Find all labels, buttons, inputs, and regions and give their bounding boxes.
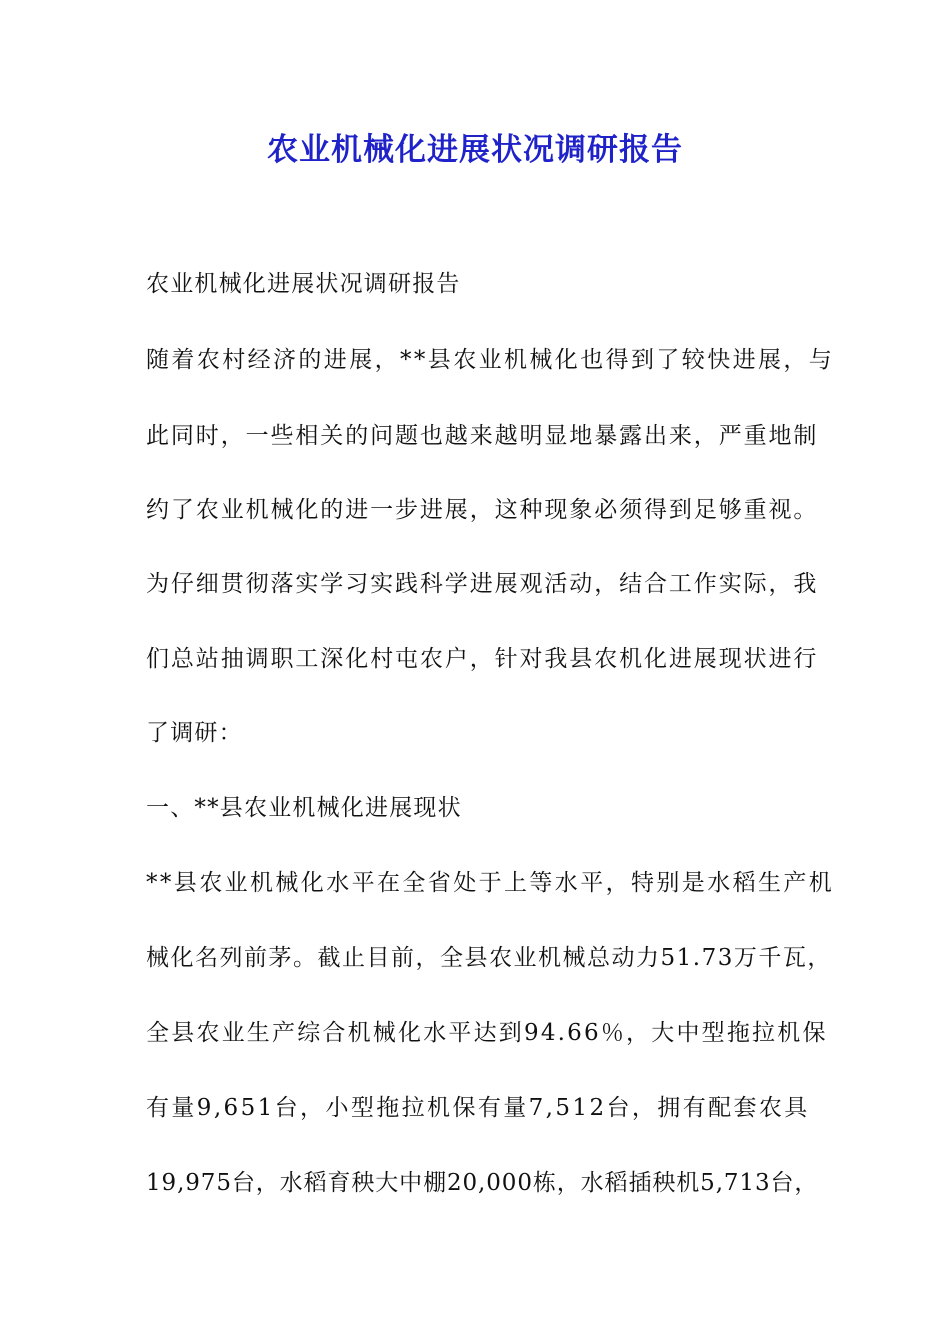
text-line-13: 19,975台，水稻育秧大中棚20,000栋，水稻插秧机5,713台， [146,1170,819,1196]
text-line-5: 为仔细贯彻落实学习实践科学进展观活动，结合工作实际，我 [146,571,819,597]
text-line-11: 全县农业生产综合机械化水平达到94.66％，大中型拖拉机保 [146,1020,828,1046]
text-line-7: 了调研： [146,720,243,746]
text-line-2: 随着农村经济的进展，**县农业机械化也得到了较快进展，与 [146,347,835,373]
text-line-4: 约了农业机械化的进一步进展，这种现象必须得到足够重视。 [146,497,819,523]
text-line-3: 此同时，一些相关的问题也越来越明显地暴露出来，严重地制 [146,423,819,449]
text-line-12: 有量9,651台，小型拖拉机保有量7,512台，拥有配套农具 [146,1095,810,1121]
text-line-6: 们总站抽调职工深化村屯农户，针对我县农机化进展现状进行 [146,646,819,672]
text-line-10: 械化名列前茅。截止目前，全县农业机械总动力51.73万千瓦， [146,945,832,971]
text-line-9: **县农业机械化水平在全省处于上等水平，特别是水稻生产机 [146,870,835,896]
text-line-1: 农业机械化进展状况调研报告 [146,271,461,297]
document-title: 农业机械化进展状况调研报告 [267,132,683,168]
section-heading: 一、**县农业机械化进展现状 [146,795,462,821]
